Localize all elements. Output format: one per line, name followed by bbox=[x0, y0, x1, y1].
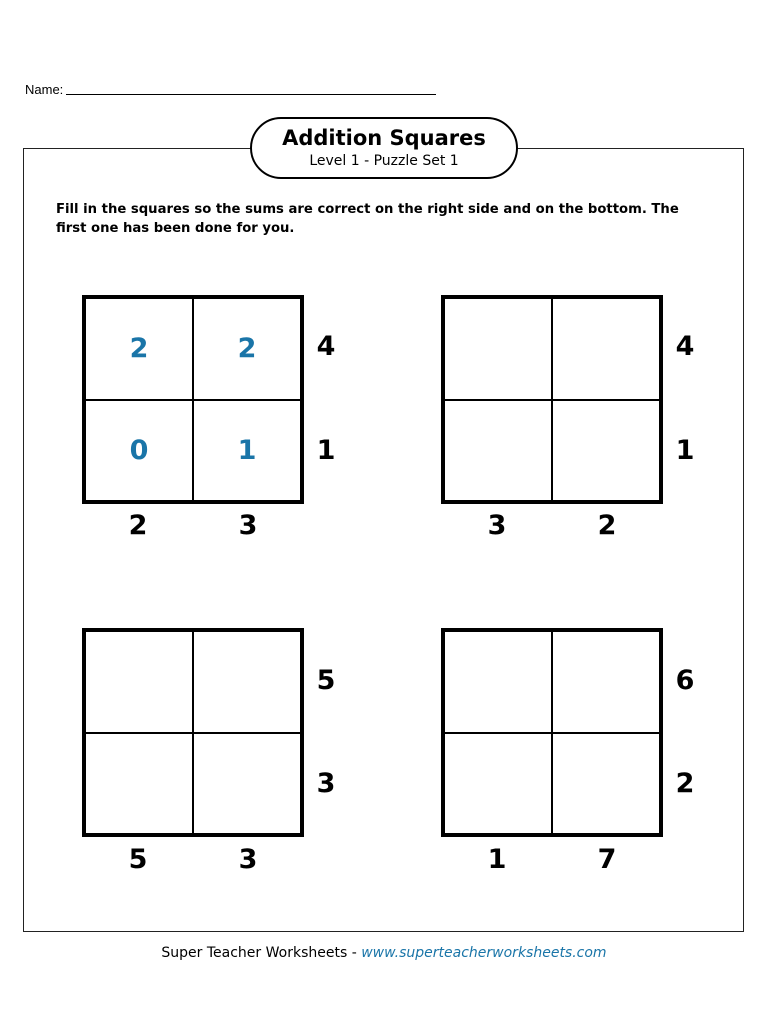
puzzle-grid bbox=[441, 295, 663, 504]
puzzle-2 bbox=[441, 295, 741, 575]
row-sum-top: 4 bbox=[675, 331, 695, 362]
instructions-text: Fill in the squares so the sums are correct on the right side and on the bottom. The first one has been done for you. bbox=[56, 202, 679, 236]
puzzle-cell[interactable] bbox=[193, 733, 301, 835]
row-sum-bottom: 2 bbox=[675, 768, 695, 799]
name-field[interactable] bbox=[66, 93, 436, 95]
puzzle-cell[interactable]: 2 bbox=[85, 298, 193, 400]
footer bbox=[0, 945, 768, 961]
col-sum-right: 7 bbox=[597, 844, 617, 875]
row-sum-top: 5 bbox=[316, 665, 336, 696]
row-sum-top: 6 bbox=[675, 665, 695, 696]
puzzle-grid bbox=[82, 628, 304, 837]
row-sum-bottom: 1 bbox=[316, 435, 336, 466]
puzzle-cell[interactable] bbox=[444, 733, 552, 835]
col-sum-right: 3 bbox=[238, 844, 258, 875]
puzzle-cell[interactable]: 1 bbox=[193, 400, 301, 502]
row-sum-top: 4 bbox=[316, 331, 336, 362]
worksheet-subtitle: Level 1 - Puzzle Set 1 bbox=[309, 153, 459, 169]
col-sum-right: 2 bbox=[597, 510, 617, 541]
puzzle-cell[interactable] bbox=[193, 631, 301, 733]
puzzle-1 bbox=[82, 295, 382, 575]
puzzle-cell[interactable] bbox=[552, 631, 660, 733]
footer-link[interactable]: www.superteacherworksheets.com bbox=[361, 945, 607, 961]
puzzle-cell[interactable] bbox=[444, 298, 552, 400]
footer-brand: Super Teacher Worksheets - bbox=[161, 945, 362, 961]
worksheet-title: Addition Squares bbox=[282, 126, 486, 150]
puzzle-cell[interactable] bbox=[552, 733, 660, 835]
puzzle-cell[interactable] bbox=[552, 400, 660, 502]
name-row bbox=[25, 82, 436, 97]
puzzle-4 bbox=[441, 628, 741, 908]
col-sum-left: 5 bbox=[128, 844, 148, 875]
puzzle-grid bbox=[82, 295, 304, 504]
col-sum-right: 3 bbox=[238, 510, 258, 541]
puzzle-cell[interactable]: 2 bbox=[193, 298, 301, 400]
name-label: Name: bbox=[25, 82, 64, 97]
row-sum-bottom: 3 bbox=[316, 768, 336, 799]
col-sum-left: 3 bbox=[487, 510, 507, 541]
col-sum-left: 2 bbox=[128, 510, 148, 541]
puzzle-cell[interactable] bbox=[85, 631, 193, 733]
puzzle-cell[interactable] bbox=[444, 400, 552, 502]
col-sum-left: 1 bbox=[487, 844, 507, 875]
puzzle-cell[interactable] bbox=[85, 733, 193, 835]
row-sum-bottom: 1 bbox=[675, 435, 695, 466]
puzzle-cell[interactable] bbox=[552, 298, 660, 400]
puzzle-grid bbox=[441, 628, 663, 837]
puzzle-3 bbox=[82, 628, 382, 908]
puzzle-cell[interactable] bbox=[444, 631, 552, 733]
title-banner bbox=[250, 117, 518, 179]
puzzle-cell[interactable]: 0 bbox=[85, 400, 193, 502]
